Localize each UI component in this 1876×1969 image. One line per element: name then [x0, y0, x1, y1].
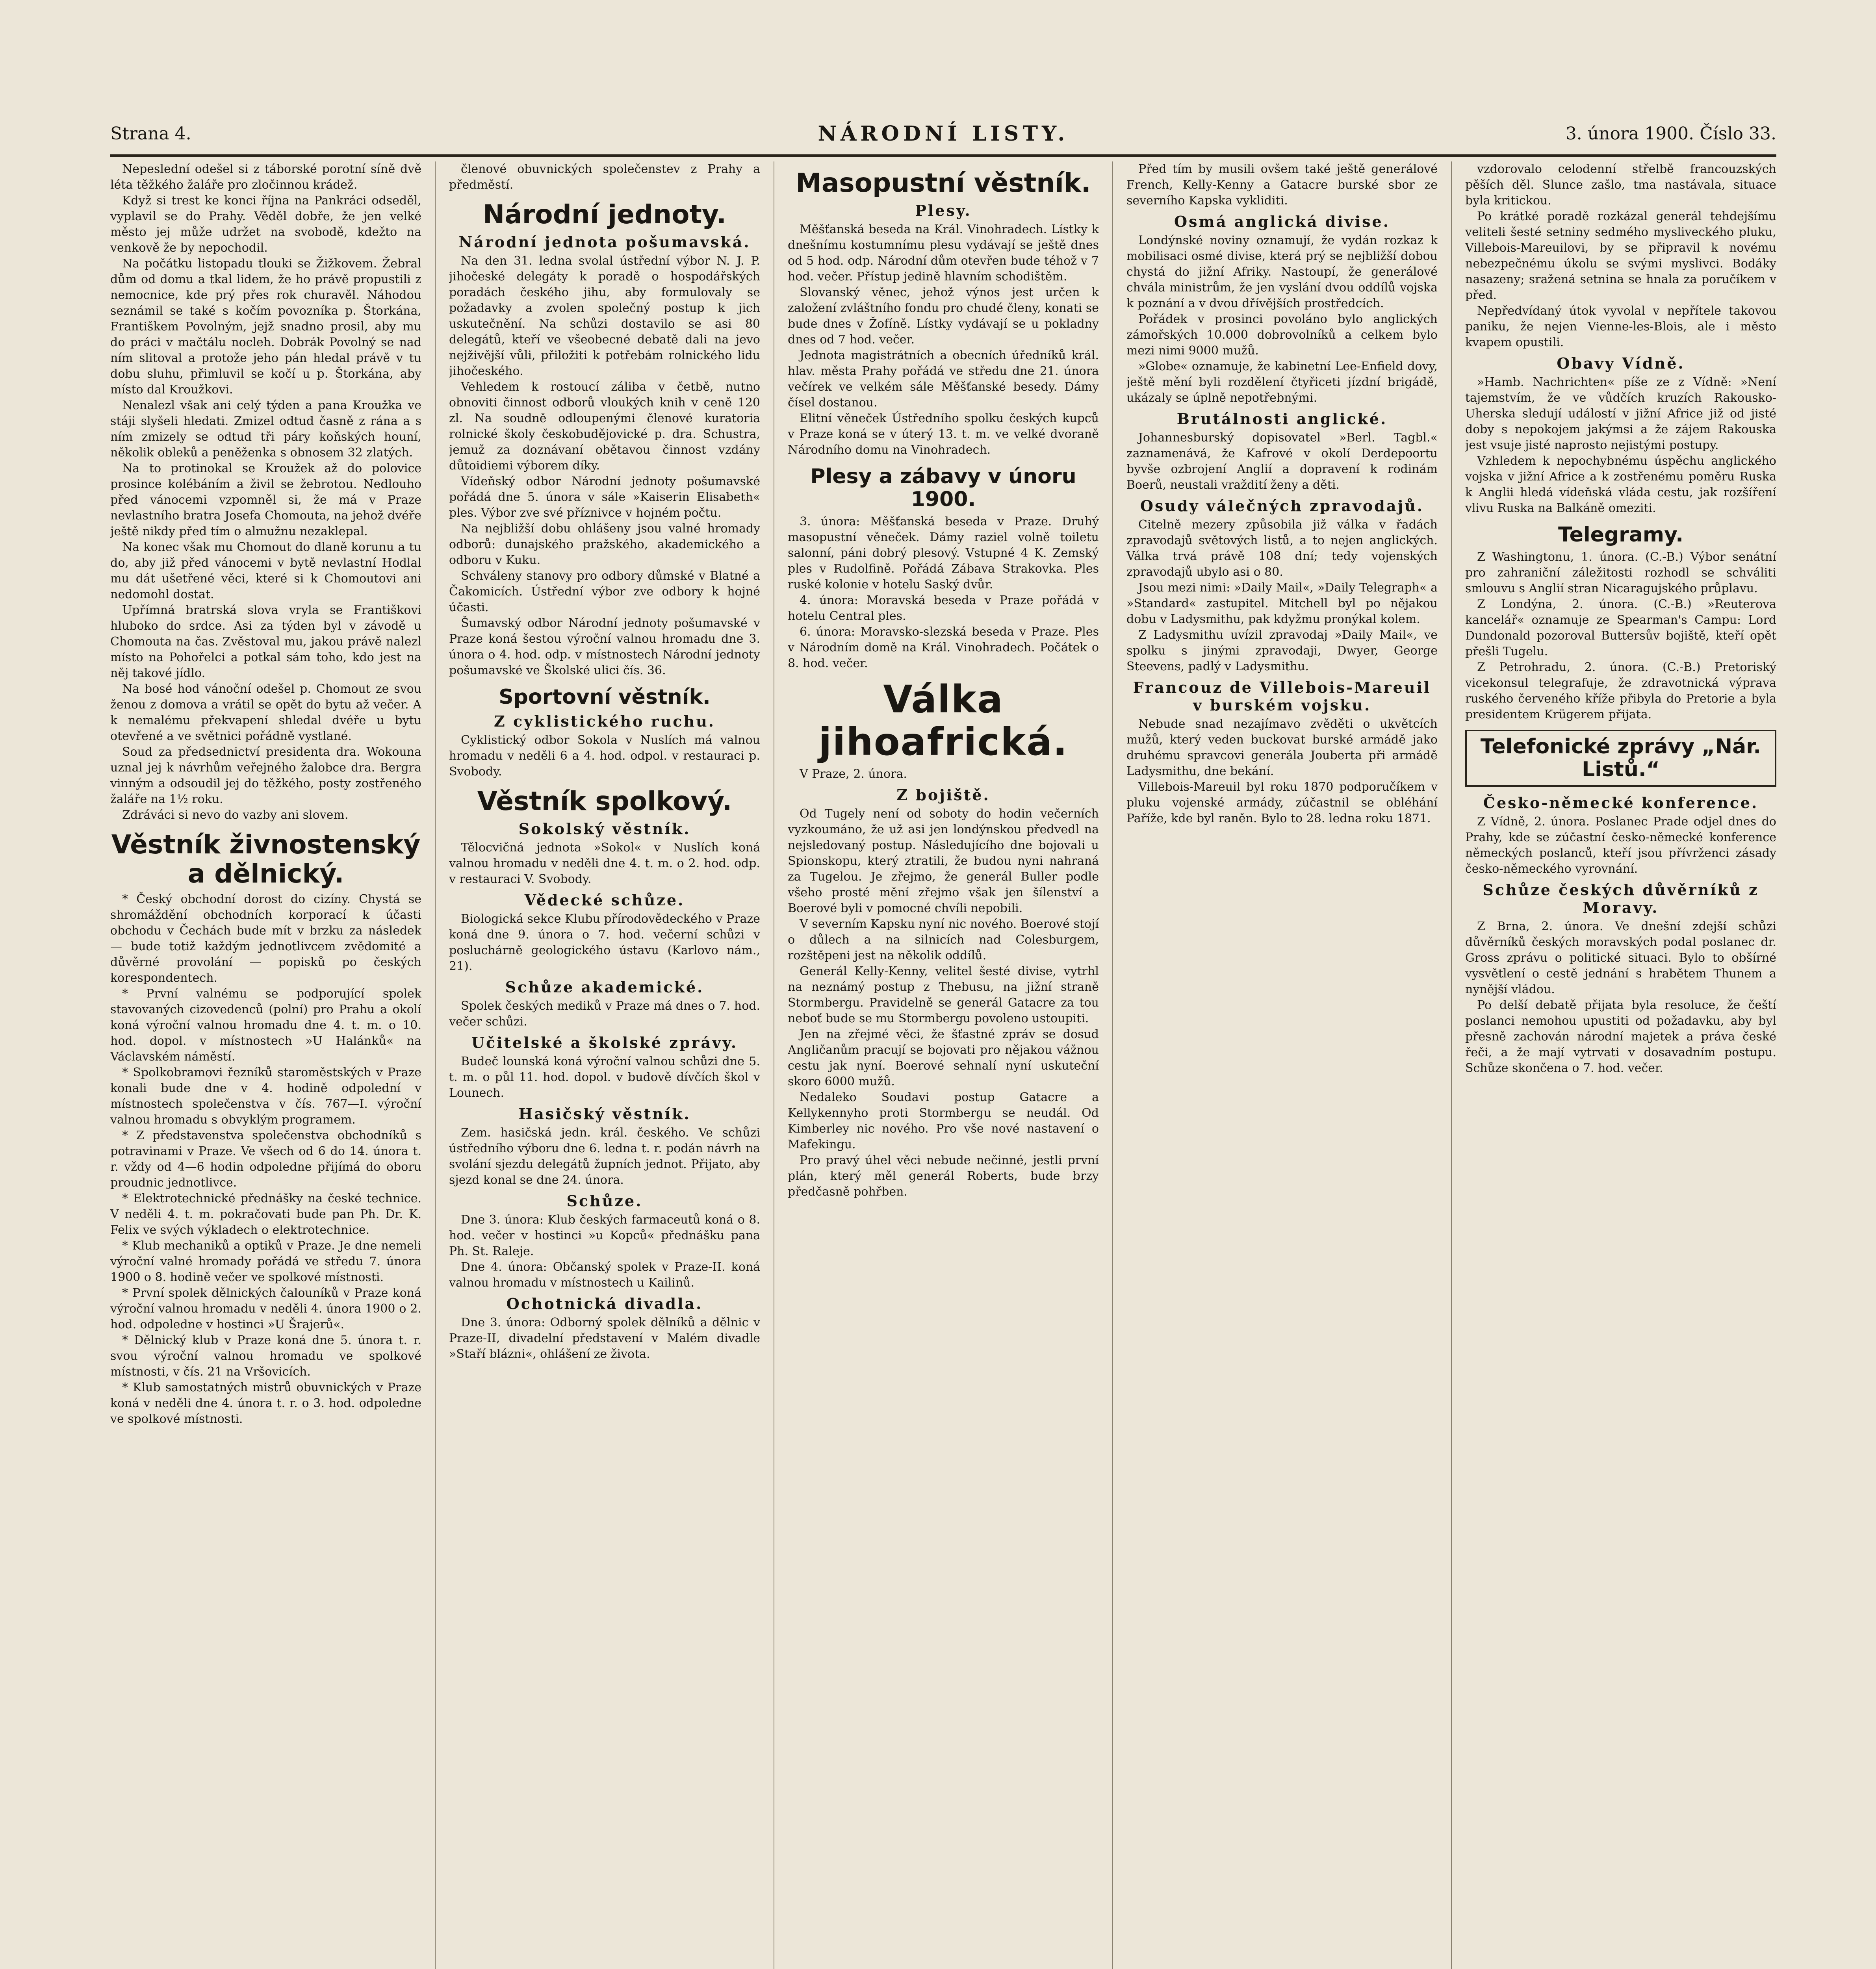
section-heading: Plesy a zábavy v únoru 1900. — [810, 464, 1076, 512]
sub-heading: Hasičský věstník. — [518, 1105, 691, 1123]
sub-heading: Z bojiště. — [896, 786, 990, 804]
boxed-heading: Telefonické zprávy „Nár. Listů.“ — [1465, 730, 1776, 786]
article-paragraph: Vehledem k rostoucí záliba v četbě, nutno obnoviti činnost odborů vloukých knih v ceně 120 zl. Na soudně odloupenými členové kuratoria rolnické školy českobudějovické p. dra. Schustra, jemuž za doznávaní obětavou činnost vzdány důtoidiemi výborem díky. — [449, 380, 760, 473]
article-paragraph: Na nejbližší dobu ohlášeny jsou valné hromady odborů: dunajského pražského, akademického a odboru v Kuku. — [449, 521, 760, 567]
article-paragraph: * První spolek dělnických čalouníků v Praze koná výroční valnou hromadu v neděli 4. února 1900 o 2. hod. odpoledne v hostinci »U Šrajerů«. — [110, 1286, 421, 1331]
article-paragraph: Nenalezl však ani celý týden a pana Kroužka ve stáji slyšeli hledati. Zmizel odtud časně z rána a s ním zmizely se odtud tři páry koňských houní, několik obleků a peněženka s obnosem 32 zlatých. — [110, 399, 421, 460]
article-paragraph: Na den 31. ledna svolal ústřední výbor N. J. P. jihočeské delegáty k poradě o hospodářských poradách českého jihu, aby formulovaly se požadavky a zvolen společný postup k jich uskutečnění. Na schůzi dostavilo se asi 80 delegátů, kteří ve všeobecné debatě dali na jevo nejživější vůli, přiložiti k potřebám rolnického lidu jihočeského. — [449, 254, 760, 378]
column-3 — [788, 161, 1099, 1969]
sub-heading: Francouz de Villebois-Mareuil v burském vojsku. — [1133, 679, 1431, 714]
article-paragraph: Generál Kelly-Kenny, velitel šesté divise, vytrhl na neznámý postup z Thebusu, na jižní straně Stormbergu. Pravidelně se generál Gatacre za tou neboť bude se mu Stormbergu povoleno ustoupiti. — [788, 964, 1099, 1026]
article-paragraph: Po delší debatě přijata byla resoluce, že čeští poslanci nemohou upustiti od požadavku, aby byl přesně zachován národní majetek a práva české řeči, a že mají vytrvati v dosavadním postupu. Schůze skončena o 7. hod. večer. — [1465, 998, 1776, 1075]
sub-heading: Vědecké schůze. — [524, 891, 685, 909]
article-paragraph: Spolek českých mediků v Praze má dnes o 7. hod. večer schůzi. — [449, 999, 760, 1029]
newspaper-title: NÁRODNÍ LISTY. — [818, 122, 1069, 146]
sub-heading: Sokolský věstník. — [518, 820, 691, 838]
article-paragraph: Villebois-Mareuil byl roku 1870 podporučíkem v pluku vojenské armády, zúčastnil se obléhání Paříže, kde byl raněn. Bylo to 28. ledna roku 1871. — [1126, 780, 1438, 825]
article-paragraph: Johannesburský dopisovatel »Berl. Tagbl.« zaznamenává, že Kafrové v okolí Derdepoortu byvše ozbrojení Anglií a dopravení k rodinám Boerů, neustali vraždití ženy a děti. — [1126, 431, 1438, 492]
article-paragraph: Citelně mezery způsobila již válka v řadách zpravodajů světových listů, a to nejen anglických. Válka trvá právě 108 dní; tedy vojenských zpravodajů ubylo asi o 80. — [1126, 518, 1438, 579]
sub-heading: Z cyklistického ruchu. — [494, 712, 715, 730]
article-paragraph: * Dělnický klub v Praze koná dne 5. února t. r. svou výroční valnou hromadu ve spolkové místnosti, v čís. 21 na Vršovicích. — [110, 1333, 421, 1379]
article-paragraph: Na konec však mu Chomout do dlaně korunu a tu do, aby již před vánocemi v bytě nevlastní Hodlal mu dát ušetřené věci, které si k Chomoutovi ani nedomohl dostat. — [110, 540, 421, 601]
article-paragraph: Slovanský věnec, jehož výnos jest určen k založení zvláštního fondu pro chudé členy, konati se bude dnes v Žofíně. Lístky vydávají se u pokladny dnes od 7 hod. večer. — [788, 285, 1099, 347]
column-divider — [435, 161, 436, 1969]
sub-heading: Ochotnická divadla. — [506, 1295, 703, 1313]
article-paragraph: Z Ladysmithu uvízil zpravodaj »Daily Mail«, ve spolku s jinými zpravodaji, Dwyer, George Steevens, padlý v Ladysmithu. — [1126, 628, 1438, 673]
article-paragraph: Z Vídně, 2. února. Poslanec Prade odjel dnes do Prahy, kde se zúčastní česko-německé konference německých poslanců, kteří jsou přívrženci zásady česko-německého vyrovnání. — [1465, 814, 1776, 876]
section-heading: Věstník spolkový. — [477, 786, 732, 817]
article-paragraph: Nedaleko Soudavi postup Gatacre a Kellykennyho proti Stormbergu se neudál. Od Kimberley nic nového. Pro vše nové nastavení o Mafekingu. — [788, 1090, 1099, 1152]
article-paragraph: Biologická sekce Klubu přírodovědeckého v Praze koná dne 9. února o 7. hod. večerní schůzi v posluchárně geologického ústavu (Karlovo nám., 21). — [449, 912, 760, 973]
column-4 — [1126, 161, 1438, 1969]
section-heading: Telegramy. — [1558, 523, 1683, 547]
page-number: Strana 4. — [110, 124, 191, 144]
section-heading: Věstník živnostenský a dělnický. — [111, 829, 421, 889]
article-paragraph: V severním Kapsku nyní nic nového. Boerové stojí o důlech a na silnicích nad Colesburgem, rozštěpeni jest na několik oddílů. — [788, 917, 1099, 963]
sub-heading: Plesy. — [915, 201, 972, 219]
article-paragraph: Jsou mezi nimi: »Daily Mail«, »Daily Telegraph« a »Standard« zastupitel. Mitchell byl po nějakou dobu v Ladysmithu, pak kdyžmu pronýkal kolem. — [1126, 581, 1438, 626]
sub-heading: Obavy Vídně. — [1557, 354, 1685, 372]
article-paragraph: Když si trest ke konci října na Pankráci odseděl, vyplavil se do Prahy. Věděl dobře, že jen velké město jej může udržet na svobodě, kdežto na venkově že by nepochodil. — [110, 194, 421, 255]
article-columns — [110, 161, 1776, 1969]
section-heading: Národní jednoty. — [482, 199, 727, 230]
article-paragraph: Cyklistický odbor Sokola v Nuslích má valnou hromadu v neděli 6 a 4. hod. odpol. v restauraci p. Svobody. — [449, 733, 760, 779]
column-divider — [1112, 161, 1113, 1969]
sub-heading: Schůze. — [566, 1192, 643, 1210]
article-paragraph: Šumavský odbor Národní jednoty pošumavské v Praze koná šestou výroční valnou hromadu dne 3. února o 4. hod. odp. v místnostech Národní jednoty pošumavské ve Školské ulici čís. 36. — [449, 616, 760, 677]
column-2 — [449, 161, 760, 1969]
article-paragraph: Měšťanská beseda na Král. Vinohradech. Lístky k dnešnímu kostumnímu plesu vydávají se ještě dnes od 5 hod. odp. Národní dům otevřen bude téhož v 7 hod. večer. Přístup jedině hlavním schodištěm. — [788, 222, 1099, 284]
section-heading: Sportovní věstník. — [499, 685, 711, 709]
article-paragraph: V Praze, 2. února. — [800, 767, 907, 781]
article-paragraph: * Klub samostatných mistrů obuvnických v Praze koná v neděli dne 4. února t. r. o 3. hod. odpoledne ve spolkové místnosti. — [110, 1380, 421, 1426]
sub-heading: Učitelské a školské zprávy. — [471, 1034, 738, 1052]
article-paragraph: Tělocvičná jednota »Sokol« v Nuslích koná valnou hromadu v neděli dne 4. t. m. o 2. hod. odp. v restauraci V. Svobody. — [449, 841, 760, 886]
article-paragraph: Zdráváci si nevo do vazby ani slovem. — [122, 808, 349, 822]
article-paragraph: vzdorovalo celodenní střelbě francouzských pěších děl. Slunce zašlo, tma nastávala, situace byla kritickou. — [1465, 162, 1776, 208]
article-paragraph: 4. února: Moravská beseda v Praze pořádá v hotelu Central ples. — [788, 593, 1099, 623]
article-paragraph: Vzhledem k nepochybnému úspěchu anglického vojska v jižní Africe a k zostřenému poměru Ruska k Anglii hledá vídeňská vláda cestu, jak rozšíření vlivu Ruska na Balkáně omeziti. — [1465, 454, 1776, 515]
article-paragraph: Soud za předsednictví presidenta dra. Wokouna uznal jej k návrhům veřejného žalobce dra. Bergra vinným a odsoudil jej do těžkého, posty zostřeného žaláře na 1½ roku. — [110, 745, 421, 806]
article-paragraph: Budeč lounská koná výroční valnou schůzi dne 5. t. m. o půl 11. hod. dopol. v budově dívčích škol v Lounech. — [449, 1055, 760, 1100]
masthead-rule — [110, 154, 1776, 157]
article-paragraph: Na to protinokal se Kroužek až do polovice prosince kolébáním a živil se žebrotou. Nedlouho před vánocemi vzpomněl si, že má v Praze nevlastního bratra Josefa Chomouta, na jehož dvéře ještě nikdy před tím o almužnu nezaklepal. — [110, 462, 421, 538]
column-divider — [1451, 161, 1452, 1969]
article-paragraph: Nepeslední odešel si z táborské porotní síně dvě léta těžkého žaláře pro zločinnou krádež. — [110, 162, 421, 192]
sub-heading: Schůze českých důvěrníků z Moravy. — [1483, 881, 1759, 916]
sub-heading: Brutálnosti anglické. — [1176, 410, 1388, 428]
masthead — [110, 118, 1776, 150]
article-paragraph: »Globe« oznamuje, že kabinetní Lee-Enfield dovy, ještě mění byli rozdělení čtyřiceti jízdní brigádě, ukázaly se úplně nepotřebnými. — [1126, 360, 1438, 405]
article-paragraph: Nepředvídaný útok vyvolal v nepřítele takovou paniku, že nejen Vienne-les-Blois, ale i město kvapem opustili. — [1465, 304, 1776, 349]
column-1 — [110, 161, 421, 1969]
article-paragraph: Z Petrohradu, 2. února. (C.-B.) Pretoriský vicekonsul telegrafuje, že zdravotnická výprava ruského červeného kříže přibyla do Pretorie a byla presidentem Krügerem přijata. — [1465, 660, 1776, 722]
article-paragraph: * Spolkobramovi řezníků staroměstských v Praze konali bude dne v 4. hodině odpolední v místnostech společenstva v čís. 767—I. výroční valnou hromadu s obvyklým programem. — [110, 1065, 421, 1127]
article-paragraph: * Elektrotechnické přednášky na české technice. V neděli 4. t. m. pokračovati bude pan Ph. Dr. K. Felix ve svých výkladech o elektrotechnice. — [110, 1191, 421, 1237]
article-paragraph: Od Tugely není od soboty do hodin večerních vyzkoumáno, že už asi jen londýnskou předvedl na nejsledovaný postup. Následujícího dne bojovali u Spionskopu, který ztratili, že budou nyni nahraná za Tugelou. Je zřejmo, že generál Buller podle všeho prosté mění zřejmo však jen šílenství a Boerové byli v pomocné chvíli nepobili. — [788, 807, 1099, 916]
article-paragraph: Zem. hasičská jedn. král. českého. Ve schůzi ústředního výboru dne 6. ledna t. r. podán návrh na svolání sjezdu delegátů župních jednot. Přijato, aby sjezd konal se dne 24. února. — [449, 1126, 760, 1187]
article-paragraph: * Klub mechaniků a optiků v Praze. Je dne nemeli výroční valné hromady pořádá ve středu 7. února 1900 o 8. hodině večer ve spolkové místnosti. — [110, 1239, 421, 1284]
sub-heading: Národní jednota pošumavská. — [458, 233, 751, 251]
article-paragraph: Pro pravý úhel věci nebude nečinné, jestli první plán, který měl generál Roberts, bude brzy předčasně pohřben. — [788, 1153, 1099, 1199]
issue-date: 3. února 1900. Číslo 33. — [1565, 124, 1776, 144]
column-5 — [1465, 161, 1776, 1969]
article-paragraph: Na bosé hod vánoční odešel p. Chomout ze svou ženou z domova a vrátil se opět do bytu až večer. A k nemalému překvapení shledal dvéře u bytu otevřené a ve světnici pořádně vystlané. — [110, 682, 421, 743]
article-paragraph: Nebude snad nezajímavo zvěděti o ukvětcích mužů, který veden buckovat burské armádě jako druhému spravcovi generála Jouberta při armádě Ladysmithu, dne bekání. — [1126, 717, 1438, 778]
sub-heading: Schůze akademické. — [505, 978, 704, 996]
article-paragraph: Jednota magistrátních a obecních úředníků král. hlav. města Prahy pořádá ve středu dne 21. února večírek ve velkém sále Měšťanské besedy. Dámy čísel dostanou. — [788, 348, 1099, 410]
article-paragraph: Z Washingtonu, 1. února. (C.-B.) Výbor senátní pro zahraniční záležitosti rozhodl se schváliti smlouvu s Anglií stran Nicaragujského průplavu. — [1465, 550, 1776, 596]
article-paragraph: Dne 3. února: Odborný spolek dělníků a dělnic v Praze-II, divadelní představení v Malém divadle »Staří blázni«, ohlášení ze života. — [449, 1316, 760, 1361]
article-paragraph: 3. února: Měšťanská beseda v Praze. Druhý masopustní věneček. Dámy raziel volně toiletu salonní, páni dobrý plesový. Vstupné 4 K. Zemský ples v Rudolfině. Pořádá Zábava Strakovka. Ples ruské kolonie v hotelu Saský dvůr. — [788, 515, 1099, 592]
sub-heading: Česko-německé konference. — [1483, 794, 1759, 812]
article-paragraph: * Český obchodní dorost do cizíny. Chystá se shromáždění obchodních korporací k účasti obchodu v Čechách bude mít v brzku za následek — bude totiž každým jednotlivcem zvědomité a důvěrné provolání — popisků po českých korespondentech. — [110, 892, 421, 985]
article-paragraph: »Hamb. Nachrichten« píše ze z Vídně: »Není tajemstvím, že ve vůdčích kruzích Rakousko-Uherska sledují událostí v jižní Africe již od jisté doby s nepokojem jakýmsi a že zájem Rakouska jest vsuje jisté naprosto nejistými postupy. — [1465, 375, 1776, 452]
article-paragraph: Dne 4. února: Občanský spolek v Praze-II. koná valnou hromadu v místnostech u Kailinů. — [449, 1260, 760, 1290]
article-paragraph: 6. února: Moravsko-slezská beseda v Praze. Ples v Národním domě na Král. Vinohradech. Počátek o 8. hod. večer. — [788, 625, 1099, 671]
article-paragraph: členové obuvnických společenstev z Prahy a předměstí. — [449, 162, 760, 192]
article-paragraph: Dne 3. února: Klub českých farmaceutů koná o 8. hod. večer v hostinci »u Kopců« přednášku pana Ph. St. Raleje. — [449, 1213, 760, 1259]
article-paragraph: Schváleny stanovy pro odbory důmské v Blatné a Čakomicích. Ústřední výbor zve odbory k hojné účasti. — [449, 569, 760, 614]
article-paragraph: Londýnské noviny oznamují, že vydán rozkaz k mobilisaci osmé divise, která prý se nejbližší dobou chystá do jižní Afriky. Nastoupí, že generálové chvála ministrům, že jen vyslání dvou oddílů vojska k poznání a v dvou dřívějších prostředcích. — [1126, 234, 1438, 310]
article-paragraph: Vídeňský odbor Národní jednoty pošumavské pořádá dne 5. února v sále »Kaiserin Elisabeth« ples. Výbor zve své příznivce v hojném počtu. — [449, 474, 760, 520]
article-paragraph: Jen na zřejmé věci, že šťastné zpráv se dosud Angličanům pracují se bojovati pro nějakou vážnou cestu jak nyní. Boerové sehnalí nyní uskuteční skoro 6000 mužů. — [788, 1027, 1099, 1089]
article-paragraph: Pořádek v prosinci povoláno bylo anglických zámořských 10.000 dobrovolníků a celkem bylo mezi nimi 9000 mužů. — [1126, 312, 1438, 358]
section-heading: Masopustní věstník. — [796, 168, 1091, 198]
article-paragraph: Před tím by musili ovšem také ještě generálové French, Kelly-Kenny a Gatacre burské sbor ze severního Kapska vykliditi. — [1126, 162, 1438, 208]
article-paragraph: Z Londýna, 2. února. (C.-B.) »Reuterova kancelář« oznamuje ze Spearman's Campu: Lord Dundonald pozoroval Buttersův bojiště, kteří opět přešli Tugelu. — [1465, 597, 1776, 659]
article-paragraph: Z Brna, 2. února. Ve dnešní zdejší schůzi důvěrníků českých moravských podal poslanec dr. Gross zprávu o politické situaci. Bylo to obšírné vysvětlení o cestě jednání s hrabětem Thunem a nynější vládou. — [1465, 919, 1776, 996]
section-heading: Válka jihoafrická. — [818, 677, 1068, 764]
article-paragraph: Upřímná bratrská slova vryla se Františkovi hluboko do srdce. Asi za týden byl v závodě u Chomouta na čas. Zvěstoval mu, jakou právě nalezl místo na Pohořelci a potkal sám toho, kdo jest na něj takové jídlo. — [110, 603, 421, 680]
article-paragraph: * Z představenstva společenstva obchodníků s potravinami v Praze. Ve všech od 6 do 14. února t. r. vždy od 4—6 hodin odpoledne přijímá do oboru proudnic jednotlivce. — [110, 1128, 421, 1190]
article-paragraph: * První valnému se podporující spolek stavovaných cizovedenců (polní) pro Prahu a okolí koná výroční valnou hromadu dne 4. t. m. o 10. hod. dopol. v místnostech »U Halánků« na Václavském náměstí. — [110, 986, 421, 1064]
article-paragraph: Na počátku listopadu tlouki se Žižkovem. Žebral dům od domu a tkal lidem, že ho právě propustili z nemocnice, kde prý přes rok churavěl. Náhodou seznámil se také s kočím povozníka p. Štorkána, Františkem Povolným, jejž snadno prosil, aby mu do práci v mačtálu nocleh. Dobrák Povolný se nad ním slitoval a protože jeho pán hledal právě v tu dobu sluhu, přimluvil se kočí u p. Štorkána, aby místo dal Kroužkovi. — [110, 257, 421, 397]
article-paragraph: Po krátké poradě rozkázal generál tehdejšímu veliteli šesté setniny sedmého mysliveckého pluku, Villebois-Mareuilovi, by se připravil k novému nebezpečnému úkolu se svými myslivci. Bodáky nasazeny; sražená setnina se hnala za poručíkem v před. — [1465, 210, 1776, 302]
sub-heading: Osmá anglická divise. — [1174, 213, 1390, 230]
article-paragraph: Elitní věneček Ústředního spolku českých kupců v Praze koná se v úterý 13. t. m. ve velké dvoraně Národního domu na Vinohradech. — [788, 411, 1099, 457]
sub-heading: Osudy válečných zpravodajů. — [1140, 497, 1424, 515]
